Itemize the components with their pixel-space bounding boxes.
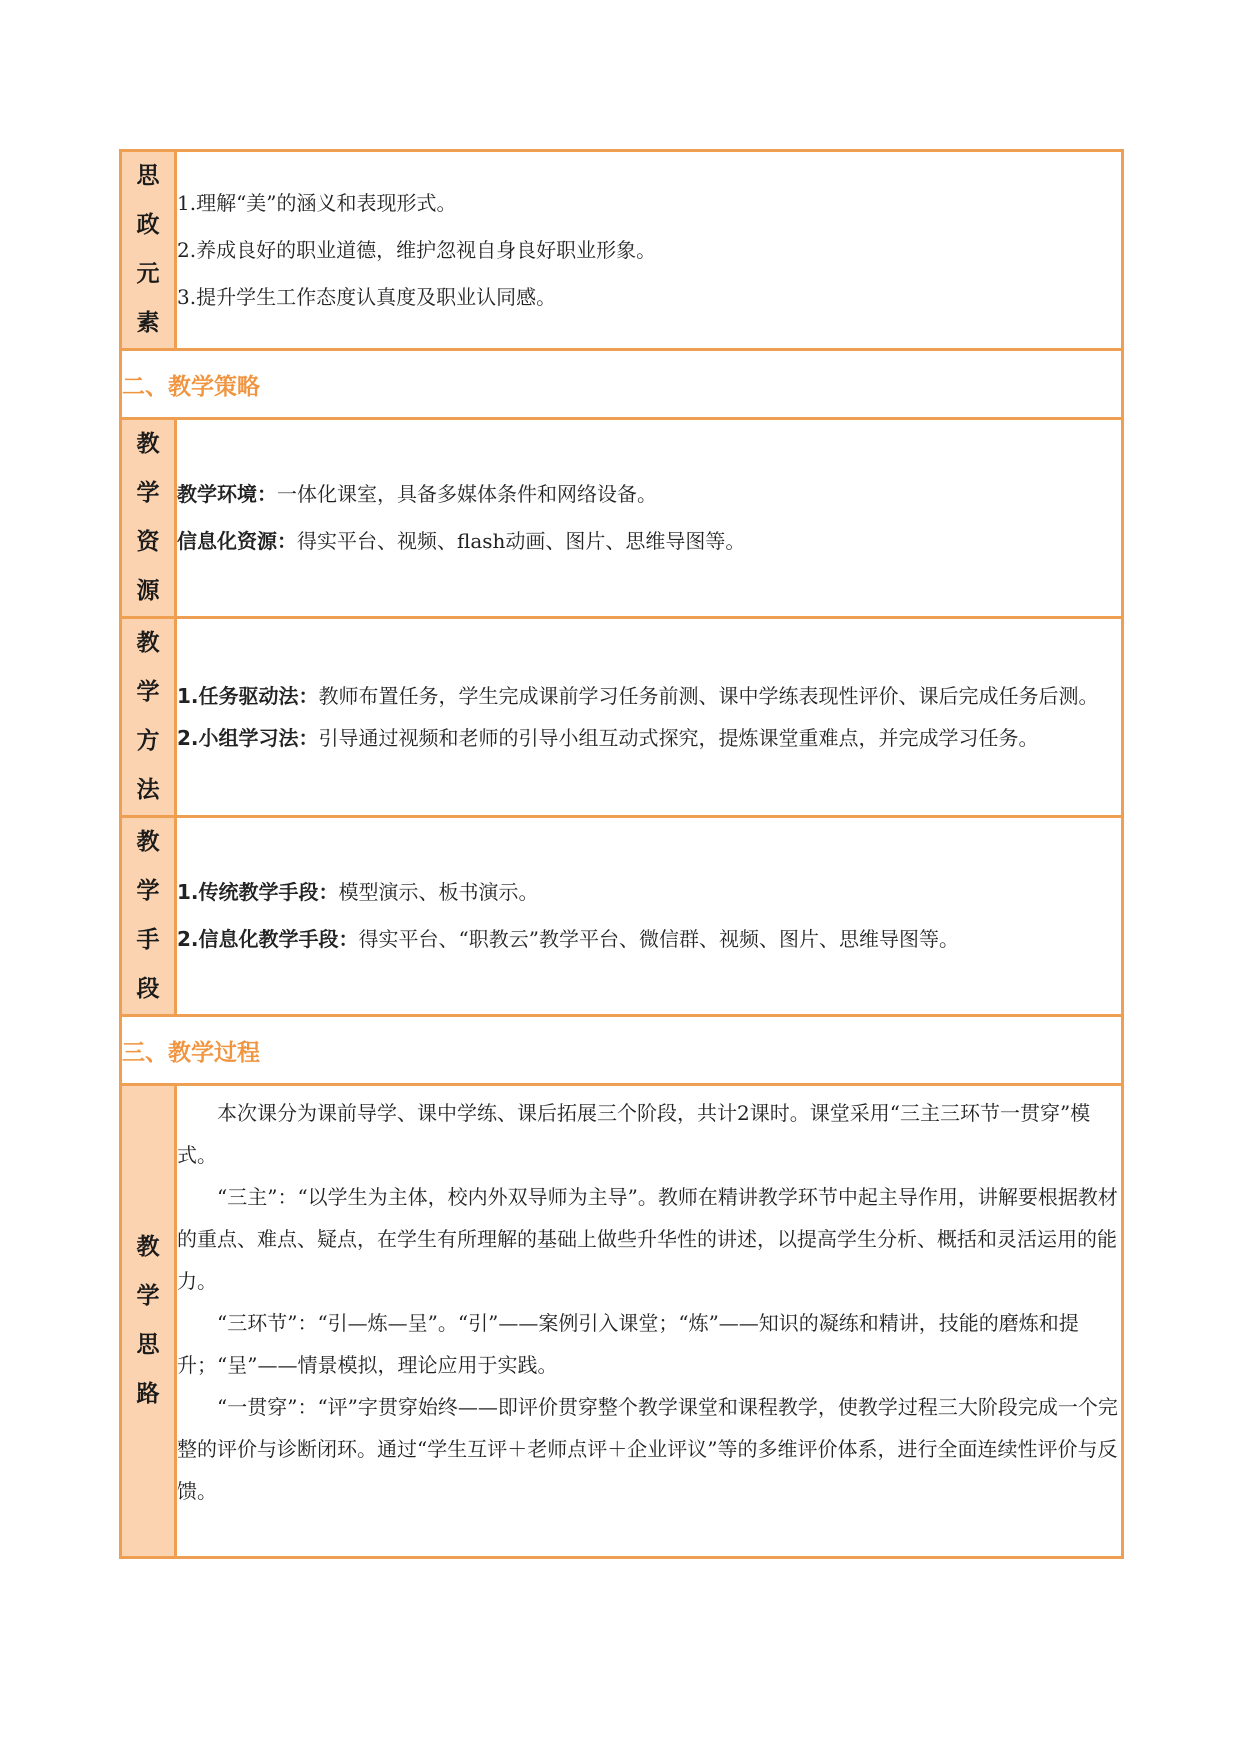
list-item: 3.提升学生工作态度认真度及职业认同感。 <box>177 284 557 309</box>
item-lead: 2.小组学习法： <box>177 726 319 750</box>
list-item <box>177 675 1121 717</box>
label-char: 段 <box>136 976 160 1002</box>
paragraph: “三环节”：“引—炼—呈”。“引”——案例引入课堂；“炼”——知识的凝练和精讲，技能的磨炼和提升；“呈”——情景模拟，理论应用于实践。 <box>177 1311 1079 1377</box>
label-char: 元 <box>136 261 160 287</box>
label-char: 学 <box>136 1283 160 1309</box>
item-text: 一体化课室，具备多媒体条件和网络设备。 <box>277 482 657 506</box>
label-char: 教 <box>136 431 160 457</box>
paragraph: 本次课分为课前导学、课中学练、课后拓展三个阶段，共计2课时。课堂采用“三主三环节一贯穿”模式。 <box>177 1101 1091 1167</box>
content-methods <box>176 618 1123 817</box>
label-char: 思 <box>136 1332 160 1358</box>
item-lead: 1.任务驱动法： <box>177 684 319 708</box>
content-resources <box>176 419 1123 618</box>
lesson-plan-table <box>119 149 1124 1559</box>
item-text: 引导通过视频和老师的引导小组互动式探究，提炼课堂重难点，并完成学习任务。 <box>318 726 1039 750</box>
table-row-approach <box>121 1085 1123 1558</box>
label-resources <box>121 419 176 618</box>
label-char: 方 <box>136 728 160 754</box>
label-char: 手 <box>136 927 160 953</box>
label-char: 素 <box>136 310 160 336</box>
list-item <box>177 518 1121 565</box>
label-char: 资 <box>136 529 160 555</box>
label-char: 教 <box>136 829 160 855</box>
item-lead: 教学环境： <box>177 482 277 506</box>
list-item <box>177 471 1121 518</box>
content-sizheng <box>176 151 1123 350</box>
list-item <box>177 717 1121 759</box>
label-char: 路 <box>136 1381 160 1407</box>
label-means <box>121 817 176 1016</box>
item-lead: 信息化资源： <box>177 529 297 553</box>
list-item: 2.养成良好的职业道德，维护忽视自身良好职业形象。 <box>177 237 657 262</box>
table-row-section3 <box>121 1016 1123 1085</box>
table-row-sizheng <box>121 151 1123 350</box>
list-item: 1.理解“美”的涵义和表现形式。 <box>177 190 457 215</box>
content-approach <box>176 1085 1123 1558</box>
item-lead: 2.信息化教学手段： <box>177 927 359 951</box>
item-lead: 1.传统教学手段： <box>177 880 339 904</box>
paragraph: “三主”：“以学生为主体，校内外双导师为主导”。教师在精讲教学环节中起主导作用，讲解要根据教材的重点、难点、疑点，在学生有所理解的基础上做些升华性的讲述，以提高学生分析、概括和灵活运用的能力。 <box>177 1185 1118 1293</box>
label-char: 学 <box>136 480 160 506</box>
label-char: 法 <box>136 777 160 803</box>
label-methods <box>121 618 176 817</box>
item-text: 模型演示、板书演示。 <box>338 880 539 904</box>
table-row-section2 <box>121 350 1123 419</box>
list-item <box>177 869 1121 916</box>
paragraph: “一贯穿”：“评”字贯穿始终——即评价贯穿整个教学课堂和课程教学，使教学过程三大阶段完成一个完整的评价与诊断闭环。通过“学生互评＋老师点评＋企业评议”等的多维评价体系，进行全面连续性评价与反馈。 <box>177 1395 1118 1503</box>
content-means <box>176 817 1123 1016</box>
label-approach <box>121 1085 176 1558</box>
label-char: 源 <box>136 578 160 604</box>
table-row-means <box>121 817 1123 1016</box>
table-row-resources <box>121 419 1123 618</box>
label-char: 学 <box>136 679 160 705</box>
section-heading: 三、教学过程 <box>121 1016 1123 1085</box>
section-heading: 二、教学策略 <box>121 350 1123 419</box>
item-text: 得实平台、视频、flash动画、图片、思维导图等。 <box>297 529 746 553</box>
label-sizheng <box>121 151 176 350</box>
item-text: 教师布置任务，学生完成课前学习任务前测、课中学练表现性评价、课后完成任务后测。 <box>318 684 1099 708</box>
label-char: 教 <box>136 1234 160 1260</box>
item-text: 得实平台、“职教云”教学平台、微信群、视频、图片、思维导图等。 <box>358 927 959 951</box>
label-char: 思 <box>136 163 160 189</box>
label-char: 教 <box>136 630 160 656</box>
label-char: 政 <box>136 212 160 238</box>
label-char: 学 <box>136 878 160 904</box>
list-item <box>177 916 1121 963</box>
table-row-methods <box>121 618 1123 817</box>
